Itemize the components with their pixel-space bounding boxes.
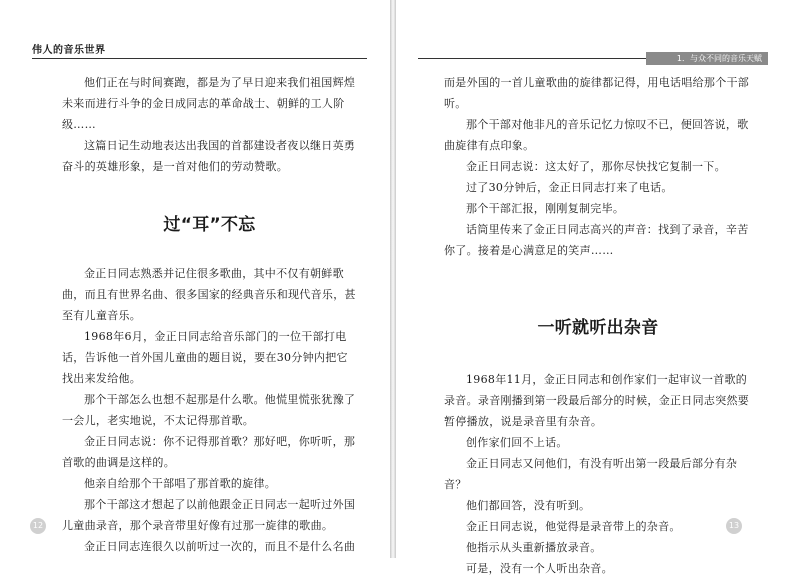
body-text (444, 72, 752, 579)
paragraph: 可是，没有一个人听出杂音。 (466, 562, 613, 575)
paragraph: 他亲自给那个干部唱了那首歌的旋律。 (84, 477, 277, 490)
paragraph: 过了30分钟后，金正日同志打来了电话。 (466, 181, 673, 194)
running-head: 1．与众不同的音乐天赋 (646, 52, 768, 65)
paragraph: 金正日同志连很久以前听过一次的，而且不是什么名曲 (84, 540, 356, 553)
page-number: 12 (30, 518, 46, 534)
paragraph: 金正日同志说，他觉得是录音带上的杂音。 (466, 520, 681, 533)
section-title: 过“耳”不忘 (163, 215, 256, 235)
section-title: 一听就听出杂音 (537, 318, 659, 338)
paragraph: 那个干部这才想起了以前他跟金正日同志一起听过外国儿童曲录音，那个录音带里好像有过那一旋律的歌曲。 (62, 498, 356, 532)
running-head: 伟人的音乐世界 (32, 45, 106, 56)
paragraph: 金正日同志熟悉并记住很多歌曲，其中不仅有朝鲜歌曲，而且有世界名曲、很多国家的经典音乐和现代音乐，甚至有儿童音乐。 (62, 267, 356, 322)
paragraph: 金正日同志又问他们，有没有听出第一段最后部分有杂音？ (444, 457, 738, 491)
paragraph: 创作家们回不上话。 (466, 436, 568, 449)
right-page (396, 0, 787, 575)
paragraph: 1968年6月，金正日同志给音乐部门的一位干部打电话，告诉他一首外国儿童曲的题目说，要在30分钟内把它找出来发给他。 (62, 330, 348, 385)
paragraph: 他们都回答，没有听到。 (466, 499, 591, 512)
paragraph: 他指示从头重新播放录音。 (466, 541, 602, 554)
body-text (62, 72, 357, 557)
paragraph: 而是外国的一首儿童歌曲的旋律都记得，用电话唱给那个干部听。 (444, 76, 750, 110)
paragraph: 话筒里传来了金正日同志高兴的声音：找到了录音，辛苦你了。接着是心满意足的笑声…… (444, 223, 749, 257)
paragraph: 金正日同志说：这太好了，那你尽快找它复制一下。 (466, 160, 726, 173)
paragraph: 1968年11月，金正日同志和创作家们一起审议一首歌的录音。录音刚播到第一段最后部分的时候，金正日同志突然要暂停播放，说是录音里有杂音。 (444, 373, 750, 428)
paragraph: 这篇日记生动地表达出我国的首都建设者夜以继日英勇奋斗的英雄形象，是一首对他们的劳动赞歌。 (62, 139, 356, 173)
paragraph: 那个干部汇报，刚刚复制完毕。 (466, 202, 625, 215)
paragraph: 金正日同志说：你不记得那首歌？那好吧，你听听，那首歌的曲调是这样的。 (62, 435, 356, 469)
header-rule (418, 58, 646, 59)
header-rule (32, 58, 367, 59)
paragraph: 那个干部怎么也想不起那是什么歌。他慌里慌张犹豫了一会儿，老实地说，不太记得那首歌。 (62, 393, 356, 427)
paragraph: 那个干部对他非凡的音乐记忆力惊叹不已，便回答说，歌曲旋律有点印象。 (444, 118, 749, 152)
paragraph: 他们正在与时间赛跑，都是为了早日迎来我们祖国辉煌未来而进行斗争的金日成同志的革命战士、朝鲜的工人阶级…… (62, 76, 356, 131)
left-page (0, 0, 390, 558)
page-number: 13 (726, 518, 742, 534)
